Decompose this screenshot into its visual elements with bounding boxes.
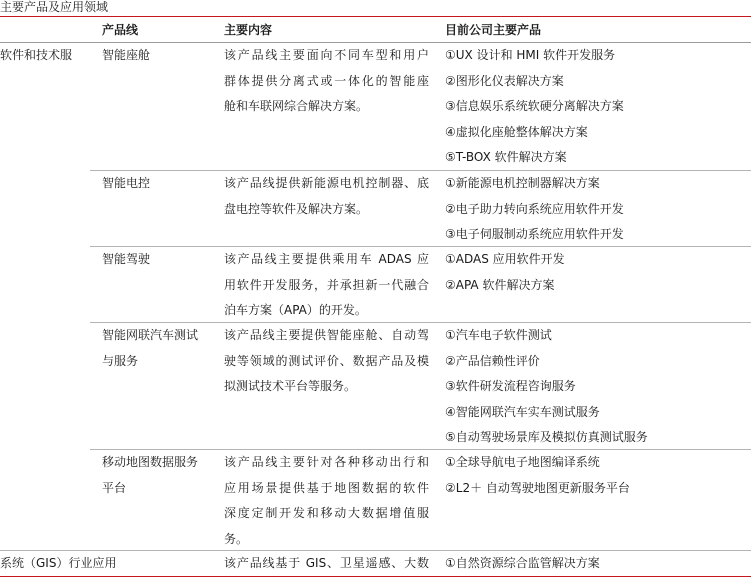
products-cell: ①自然资源综合监管解决方案 (445, 556, 600, 570)
group-label-software: 软件和技术服 (0, 48, 73, 62)
content-cell: 该产品线提供新能源电机控制器、底 盘电控等软件及解决方案。 (224, 176, 429, 216)
product-line-cell: 智能座舱 (102, 48, 151, 62)
group-label-gis: 系统（GIS）行业应用 (0, 556, 117, 570)
product-line-cell: 智能驾驶 (102, 252, 151, 266)
product-line-cell: 移动地图数据服务 平台 (102, 455, 199, 495)
content-cell: 该产品线主要提供智能座舱、自动驾 驶等领域的测试评价、数据产品及模 拟测试技术平台等服务。 (224, 328, 429, 393)
bottom-rule (0, 576, 751, 577)
top-rule (0, 16, 751, 17)
content-cell: 该产品线主要提供乘用车 ADAS 应 用软件开发服务，并承担新一代融合 泊车方案（APA）的开发。 (224, 252, 429, 317)
column-header-main-content: 主要内容 (224, 23, 273, 37)
column-header-product-line: 产品线 (102, 23, 139, 37)
content-cell: 该产品线主要面向不同车型和用户 群体提供分离式或一体化的智能座 舱和车联网综合解决方案。 (224, 48, 429, 113)
column-header-main-products: 目前公司主要产品 (445, 23, 542, 37)
products-cell: ①ADAS 应用软件开发 ②APA 软件解决方案 (445, 252, 565, 292)
products-cell: ①汽车电子软件测试 ②产品信赖性评价 ③软件研发流程咨询服务 ④智能网联汽车实车测试服务 ⑤自动驾驶场景库及模拟仿真测试服务 (445, 328, 648, 444)
product-line-cell: 智能电控 (102, 176, 151, 190)
products-cell: ①新能源电机控制器解决方案 ②电子助力转向系统应用软件开发 ③电子伺服制动系统应用软件开发 (445, 176, 624, 241)
products-cell: ①全球导航电子地图编译系统 ②L2＋ 自动驾驶地图更新服务平台 (445, 455, 630, 495)
page-heading: 主要产品及应用领域 (0, 0, 109, 14)
content-cell: 该产品线主要针对各种移动出行和 应用场景提供基于地图数据的软件 深度定制开发和移动大数据增值服 务。 (224, 455, 429, 546)
content-cell: 该产品线基于 GIS、卫星遥感、大数 (224, 556, 429, 570)
products-cell: ①UX 设计和 HMI 软件开发服务 ②图形化仪表解决方案 ③信息娱乐系统软硬分离解决方案 ④虚拟化座舱整体解决方案 ⑤T-BOX 软件解决方案 (445, 48, 624, 164)
product-line-cell: 智能网联汽车测试 与服务 (102, 328, 199, 368)
